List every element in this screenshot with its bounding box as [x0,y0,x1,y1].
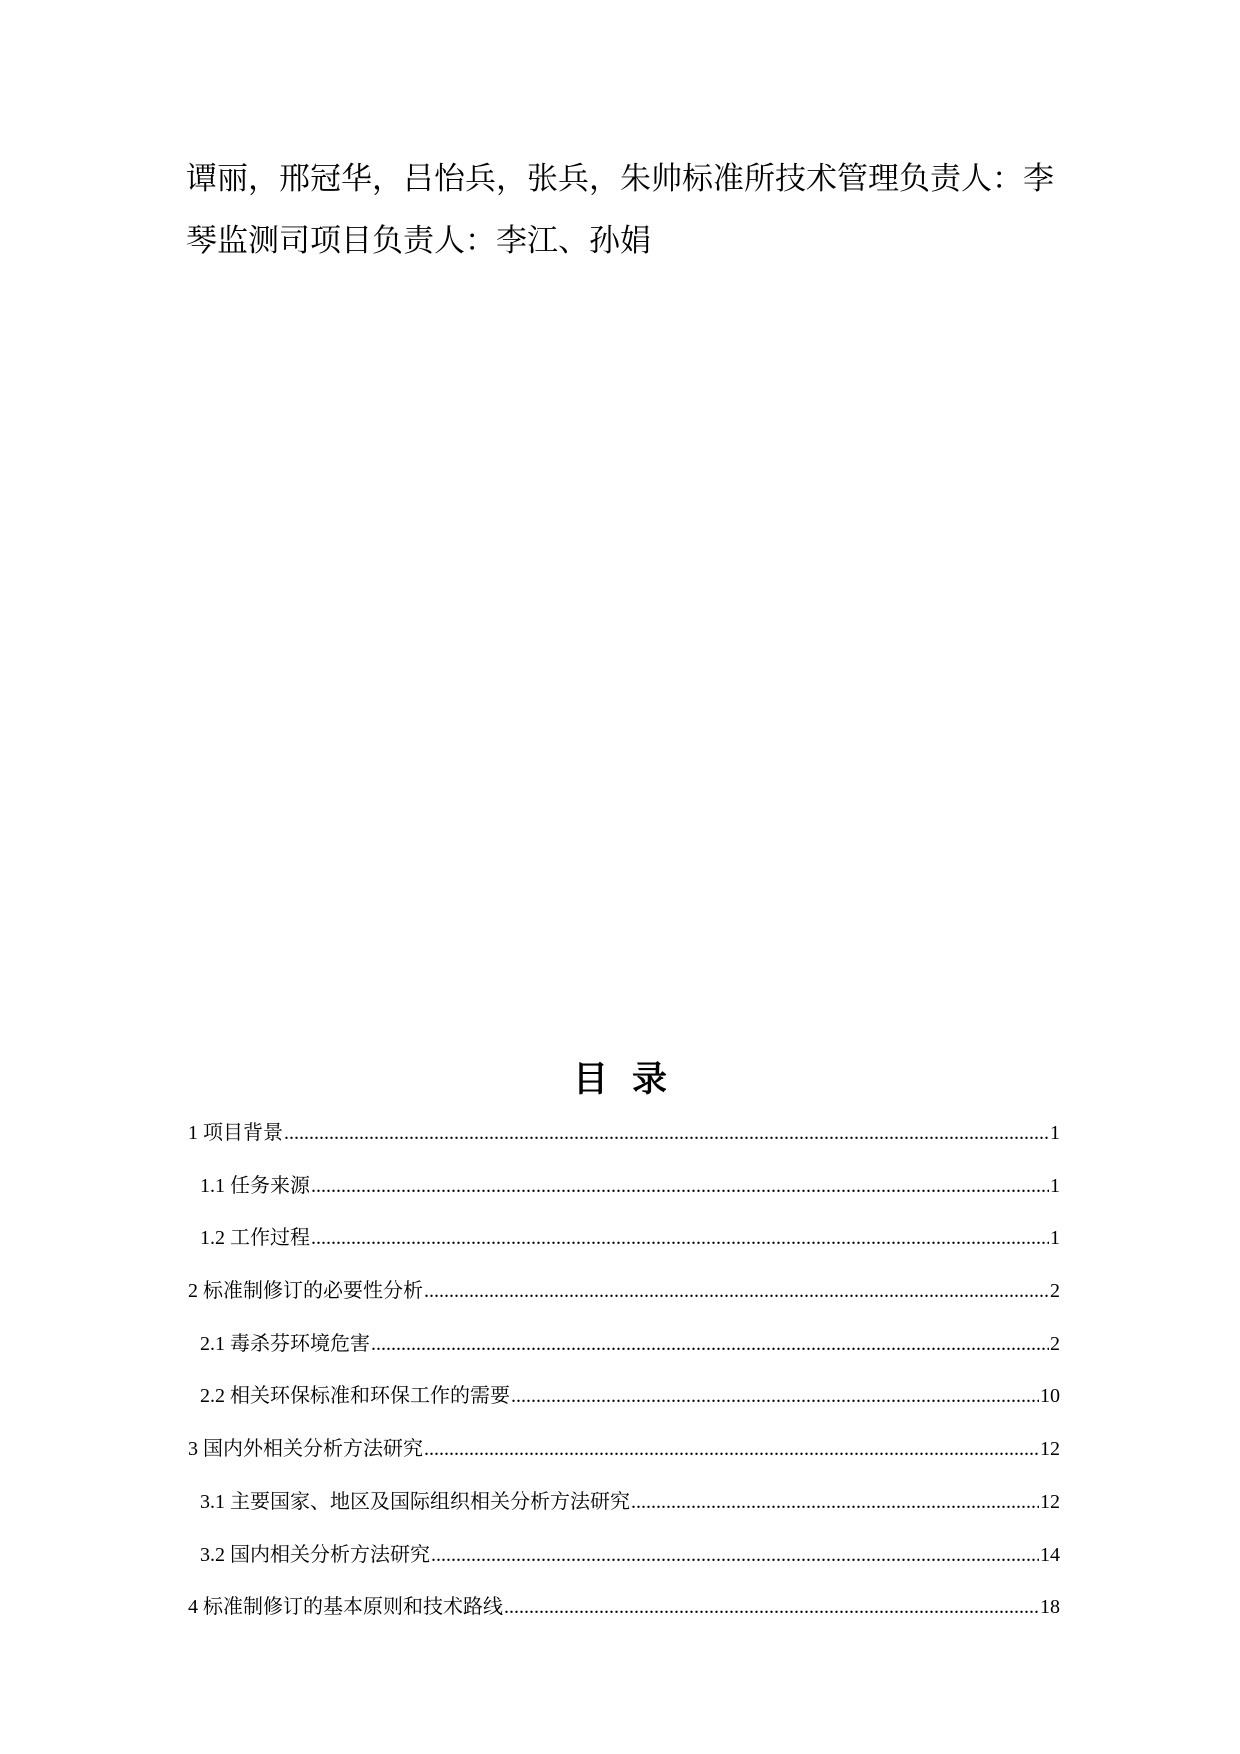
toc-entry[interactable] [188,1276,1060,1329]
toc-leader-dots [511,1381,1039,1411]
toc-entry-title: 3.1 主要国家、地区及国际组织相关分析方法研究 [200,1490,630,1513]
toc-entry[interactable] [188,1381,1060,1434]
toc-entry-title: 1.1 任务来源 [200,1174,310,1197]
toc-entry-title: 3 国内外相关分析方法研究 [188,1438,423,1461]
table-of-contents [188,1118,1060,1645]
toc-leader-dots [284,1118,1049,1148]
toc-entry[interactable] [188,1540,1060,1593]
toc-entry-title: 1.2 工作过程 [200,1227,310,1250]
toc-entry[interactable] [188,1171,1060,1224]
toc-entry[interactable] [188,1434,1060,1487]
toc-entry-page: 12 [1040,1490,1060,1513]
toc-entry-page: 10 [1040,1385,1060,1408]
toc-leader-dots [424,1434,1039,1464]
toc-leader-dots [631,1487,1039,1517]
toc-entry-page: 1 [1050,1227,1060,1250]
toc-leader-dots [311,1223,1049,1253]
toc-leader-dots [371,1329,1049,1359]
toc-entry-title: 2 标准制修订的必要性分析 [188,1280,423,1303]
toc-entry-title: 1 项目背景 [188,1122,283,1144]
toc-entry-page: 18 [1040,1596,1060,1619]
toc-entry-title: 2.2 相关环保标准和环保工作的需要 [200,1385,510,1408]
toc-entry[interactable] [188,1487,1060,1540]
toc-entry[interactable] [188,1118,1060,1171]
toc-entry-page: 1 [1050,1122,1060,1144]
personnel-paragraph: 谭丽，邢冠华，吕怡兵，张兵，朱帅标准所技术管理负责人：李琴监测司项目负责人：李江、孙娟 [186,161,1054,259]
toc-entry-page: 2 [1050,1280,1060,1303]
toc-entry[interactable] [188,1592,1060,1645]
toc-entry-title: 4 标准制修订的基本原则和技术路线 [188,1596,503,1619]
toc-leader-dots [424,1276,1049,1306]
toc-entry-page: 1 [1050,1174,1060,1197]
toc-entry-title: 2.1 毒杀芬环境危害 [200,1332,370,1355]
toc-entry-title: 3.2 国内相关分析方法研究 [200,1543,430,1566]
toc-entry[interactable] [188,1329,1060,1382]
toc-leader-dots [504,1592,1039,1622]
toc-entry-page: 2 [1050,1332,1060,1355]
toc-leader-dots [431,1540,1039,1570]
toc-entry-page: 12 [1040,1438,1060,1461]
toc-leader-dots [311,1171,1049,1201]
toc-entry-page: 14 [1040,1543,1060,1566]
toc-entry[interactable] [188,1223,1060,1276]
toc-heading: 目录 [572,1060,691,1100]
